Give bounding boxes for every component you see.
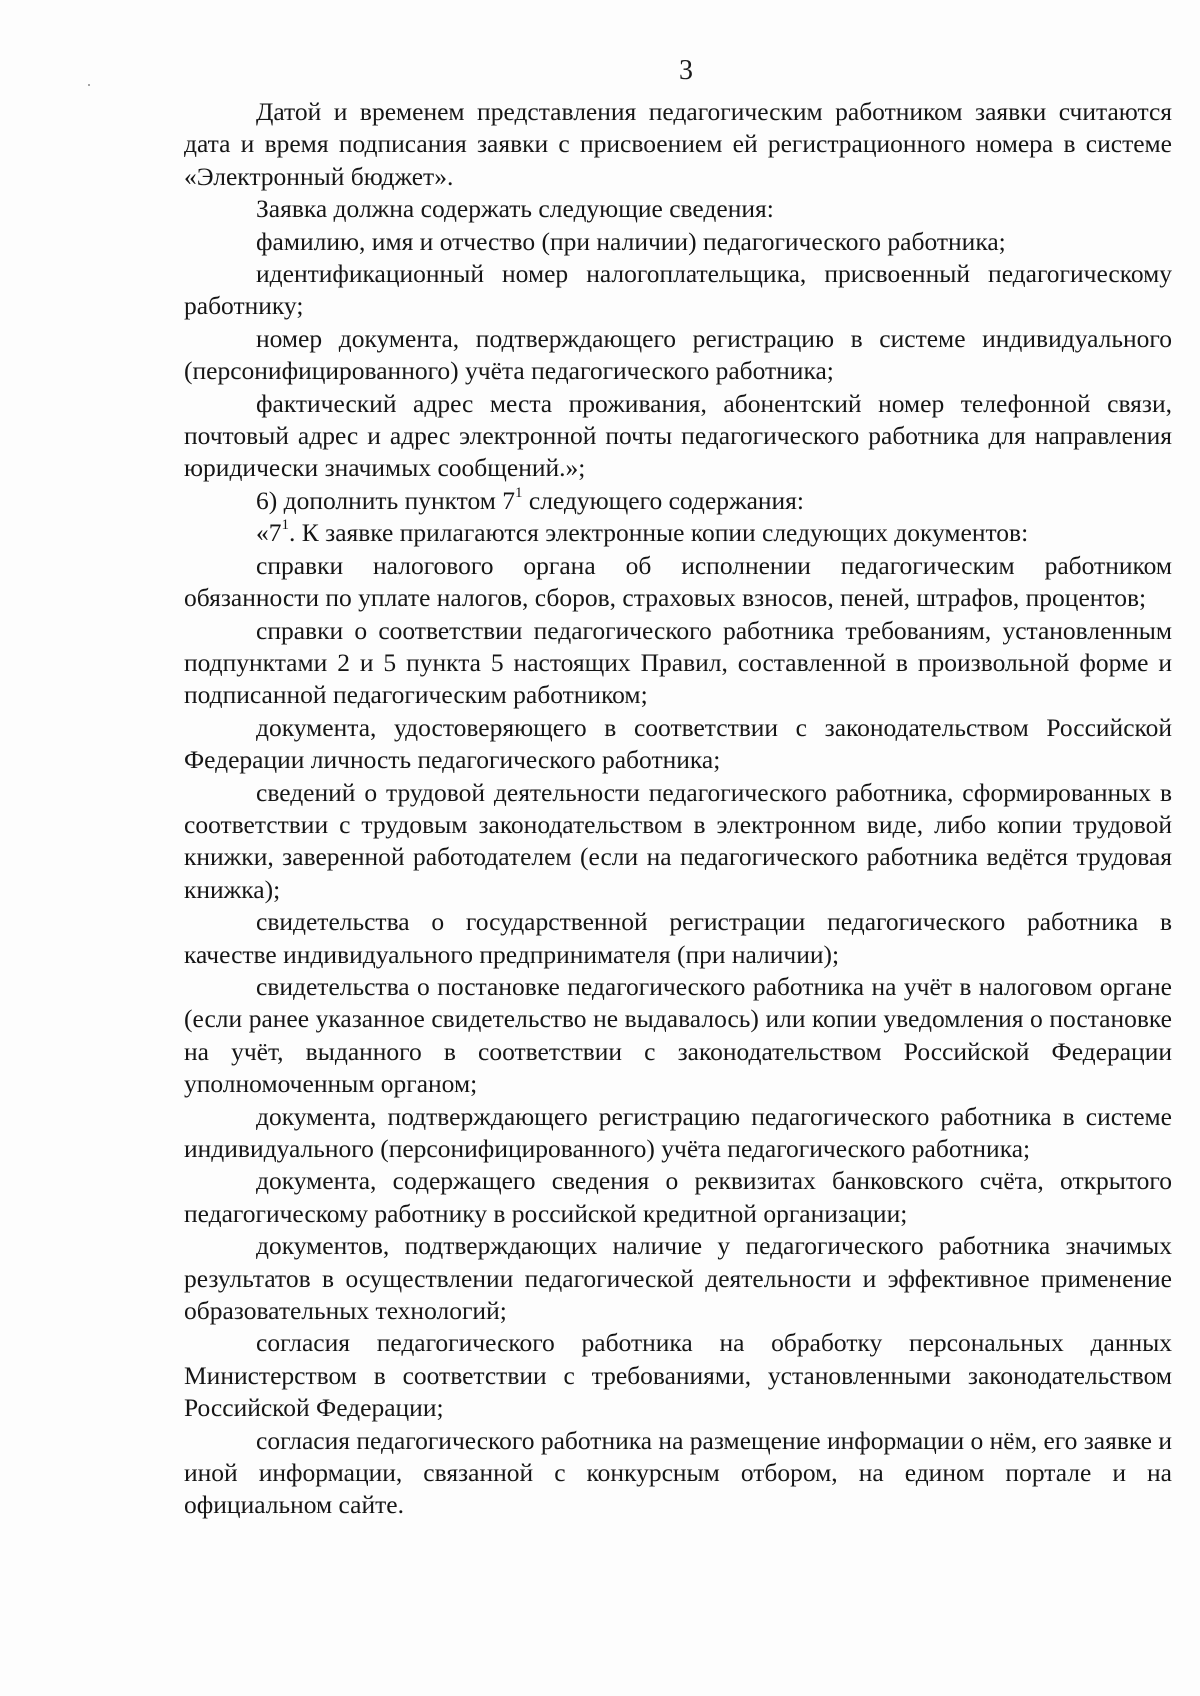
paragraph-address: фактический адрес места проживания, абонентский номер телефонной связи, почтовый адрес и адрес электронной почты педагогического работника для направления юридически значимых сообщений.»; xyxy=(184,388,1172,483)
paragraph-tax-id: идентификационный номер налогоплательщика, присвоенный педагогическому работнику; xyxy=(184,259,1172,321)
paragraph-tax-registration: свидетельства о постановке педагогического работника на учёт в налоговом органе (если ранее указанное свидетельство не выдавалось) или копии уведомления о постановке на учёт, выданного в соответствии с законодательством Российской Федерации уполномоченным органом; xyxy=(184,971,1172,1099)
paragraph-data-consent: согласия педагогического работника на обработку персональных данных Министерством в соответствии с требованиями, установленными законодательством Российской Федерации; xyxy=(184,1328,1172,1423)
paragraph-work-history: сведений о трудовой деятельности педагогического работника, сформированных в соответствии с трудовым законодательством в электронном виде, либо копии трудовой книжки, заверенной работодателем (если на педагогического работника ведётся трудовая книжка); xyxy=(184,777,1172,904)
paragraph-registration-number: номер документа, подтверждающего регистрацию в системе индивидуального (персонифицированного) учёта педагогического работника; xyxy=(184,323,1172,386)
amendment-6-text-end: следующего содержания: xyxy=(522,485,804,515)
clause-7-1-text-end: . К заявке прилагаются электронные копии следующих документов: xyxy=(289,518,1029,548)
paragraph-personal-accounting: документа, подтверждающего регистрацию педагогического работника в системе индивидуального (персонифицированного) учёта педагогического работника; xyxy=(184,1101,1172,1163)
page-number: 3 xyxy=(679,55,693,86)
paragraph-tax-certificate: справки налогового органа об исполнении педагогическим работником обязанности по уплате налогов, сборов, страховых взносов, пеней, штрафов, процентов; xyxy=(184,550,1172,613)
paragraph-identity-document: документа, удостоверяющего в соответствии с законодательством Российской Федерации личность педагогического работника; xyxy=(184,712,1172,775)
amendment-6-superscript: 1 xyxy=(515,484,523,501)
clause-7-1-superscript: 1 xyxy=(281,517,289,534)
clause-7-1-text: «7 xyxy=(256,518,282,548)
paragraph-application-contents: Заявка должна содержать следующие сведения: xyxy=(256,194,774,224)
amendment-6-text: 6) дополнить пунктом 7 xyxy=(256,485,515,515)
paragraph-entrepreneur-registration: свидетельства о государственной регистрации педагогического работника в качестве индивидуального предпринимателя (при наличии); xyxy=(184,907,1172,969)
paragraph-amendment-6 xyxy=(184,485,1172,517)
paragraph-bank-account: документа, содержащего сведения о реквизитах банковского счёта, открытого педагогическому работнику в российской кредитной организации; xyxy=(184,1166,1172,1228)
paragraph-full-name: фамилию, имя и отчество (при наличии) педагогического работника; xyxy=(256,226,1006,256)
paragraph-publication-consent: согласия педагогического работника на размещение информации о нём, его заявке и иной информации, связанной с конкурсным отбором, на едином портале и на официальном сайте. xyxy=(184,1425,1172,1520)
paragraph-results: документов, подтверждающих наличие у педагогического работника значимых результатов в осуществлении педагогической деятельности и эффективное применение образовательных технологий; xyxy=(184,1231,1172,1326)
paragraph-submission-time: Датой и временем представления педагогическим работником заявки считаются дата и время подписания заявки с присвоением ей регистрационного номера в системе «Электронный бюджет». xyxy=(184,97,1172,191)
document-body xyxy=(184,96,1172,1522)
paragraph-compliance-certificate: справки о соответствии педагогического работника требованиям, установленным подпунктами 2 и 5 пункта 5 настоящих Правил, составленной в произвольной форме и подписанной педагогическим работником; xyxy=(184,615,1172,710)
paragraph-clause-7-1 xyxy=(184,517,1172,549)
